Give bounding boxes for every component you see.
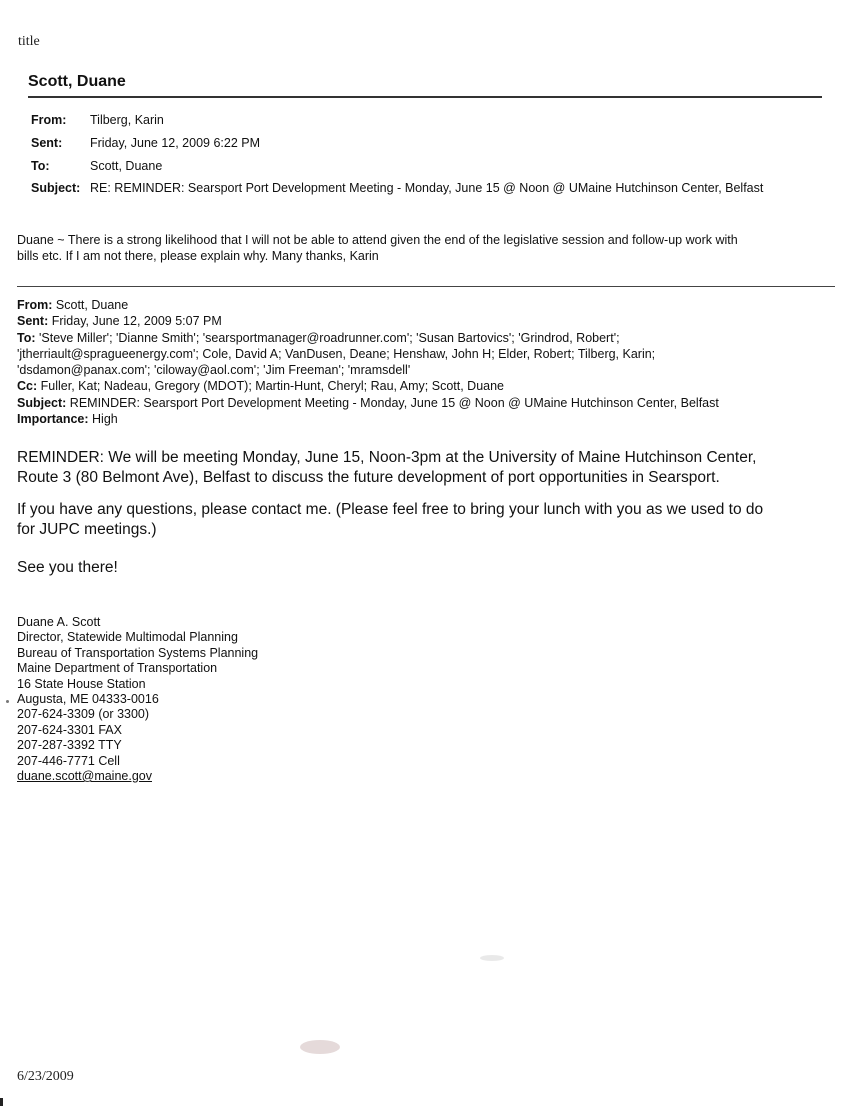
signature-block	[17, 615, 258, 784]
original-cc-value: Fuller, Kat; Nadeau, Gregory (MDOT); Martin-Hunt, Cheryl; Rau, Amy; Scott, Duane	[40, 379, 504, 394]
signature-name: Duane A. Scott	[17, 615, 101, 629]
original-to-label: To:	[17, 330, 36, 345]
reply-from-value: Tilberg, Karin	[90, 113, 164, 127]
scan-speck	[6, 700, 9, 703]
reply-sent-row	[0, 135, 850, 151]
original-header	[17, 297, 837, 427]
reply-from-row	[0, 112, 850, 128]
reply-subject-label: Subject:	[31, 181, 81, 195]
scan-smudge	[480, 955, 504, 961]
reply-sent-value: Friday, June 12, 2009 6:22 PM	[90, 136, 261, 150]
signature-email-link[interactable]: duane.scott@maine.gov	[17, 769, 152, 784]
scan-smudge	[300, 1040, 340, 1054]
paragraph-line: REMINDER: We will be meeting Monday, June 15, Noon-3pm at the University of Maine Hutchinson Center,	[17, 449, 757, 466]
original-paragraph-questions	[17, 500, 837, 540]
signature-city: Augusta, ME 04333-0016	[17, 692, 159, 707]
original-to-row	[17, 330, 837, 346]
original-cc-row	[17, 378, 837, 394]
reply-to-row	[0, 158, 850, 174]
paragraph-line: If you have any questions, please contact me. (Please feel free to bring your lunch with you as we used to do	[17, 501, 764, 518]
reply-subject-value: RE: REMINDER: Searsport Port Development Meeting - Monday, June 15 @ Noon @ UMaine Hutchinson Center, Belfast	[90, 181, 764, 195]
signature-fax: 207-624-3301 FAX	[17, 722, 122, 737]
paragraph-line: for JUPC meetings.)	[17, 521, 157, 538]
reply-to-label: To:	[31, 159, 50, 173]
header-divider	[28, 96, 822, 98]
original-subject-row	[17, 395, 837, 411]
original-to-line: 'Steve Miller'; 'Dianne Smith'; 'searsportmanager@roadrunner.com'; 'Susan Bartovics'; 'Grindrod, Robert';	[39, 330, 620, 345]
original-paragraph-closing: See you there!	[17, 559, 118, 576]
original-to-line: 'dsdamon@panax.com'; 'ciloway@aol.com'; 'Jim Freeman'; 'mramsdell'	[17, 363, 411, 378]
original-paragraph-reminder	[17, 448, 837, 488]
signature-bureau: Bureau of Transportation Systems Planning	[17, 645, 259, 660]
signature-cell: 207-446-7771 Cell	[17, 753, 120, 768]
reply-body-line: bills etc. If I am not there, please explain why. Many thanks, Karin	[17, 249, 379, 263]
mailbox-owner-name: Scott, Duane	[28, 73, 126, 90]
signature-phone: 207-624-3309 (or 3300)	[17, 707, 150, 722]
footer-date: 6/23/2009	[17, 1069, 74, 1084]
original-subject-value: REMINDER: Searsport Port Development Meeting - Monday, June 15 @ Noon @ UMaine Hutchinson Center, Belfast	[69, 395, 719, 410]
reply-body-line: Duane ~ There is a strong likelihood that I will not be able to attend given the end of the legislative session and follow-up work with	[17, 233, 738, 247]
original-sent-label: Sent:	[17, 314, 49, 329]
page-title: title	[18, 34, 40, 49]
original-subject-label: Subject:	[17, 395, 67, 410]
signature-title: Director, Statewide Multimodal Planning	[17, 630, 238, 645]
original-from-value: Scott, Duane	[55, 298, 129, 312]
original-to-line: 'jtherriault@spragueenergy.com'; Cole, David A; VanDusen, Deane; Henshaw, John H; Elder, Robert; Tilberg, Karin;	[17, 346, 656, 361]
signature-department: Maine Department of Transportation	[17, 661, 218, 676]
original-from-row	[17, 297, 837, 313]
signature-tty: 207-287-3392 TTY	[17, 738, 122, 753]
reply-body	[17, 232, 837, 264]
scan-edge-mark	[0, 1098, 3, 1106]
original-importance-label: Importance:	[17, 412, 89, 427]
message-separator	[17, 286, 835, 287]
paragraph-line: Route 3 (80 Belmont Ave), Belfast to discuss the future development of port opportunities in Searsport.	[17, 469, 720, 486]
original-sent-row	[17, 313, 837, 329]
original-importance-row	[17, 411, 837, 427]
original-from-label: From:	[17, 298, 53, 312]
original-importance-value: High	[92, 412, 118, 427]
signature-station: 16 State House Station	[17, 676, 146, 691]
reply-subject-row	[0, 180, 850, 214]
reply-to-value: Scott, Duane	[90, 159, 163, 173]
original-cc-label: Cc:	[17, 379, 38, 394]
original-sent-value: Friday, June 12, 2009 5:07 PM	[51, 314, 222, 329]
reply-from-label: From:	[31, 113, 67, 127]
reply-sent-label: Sent:	[31, 136, 63, 150]
